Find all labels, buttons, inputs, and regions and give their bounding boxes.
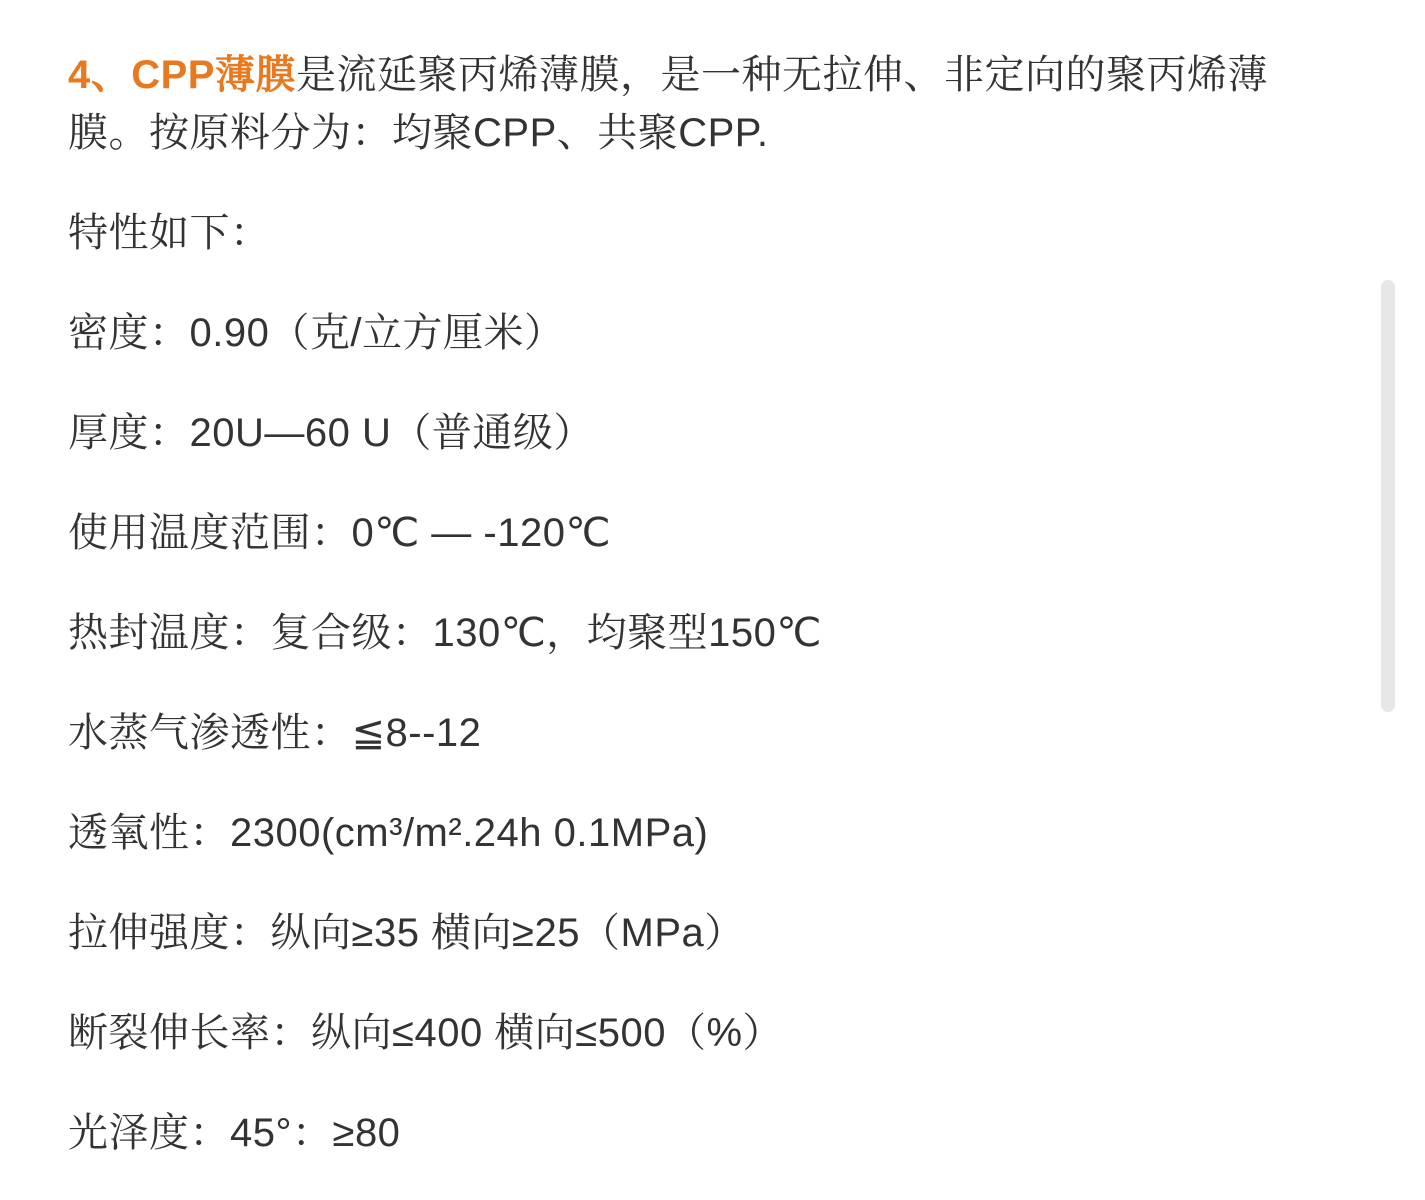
gloss-line: 光泽度：45°：≥80 xyxy=(68,1111,401,1155)
water-vapor-permeability-line: 水蒸气渗透性：≦8--12 xyxy=(68,711,482,755)
thickness-line: 厚度：20U—60 U（普通级） xyxy=(68,411,594,455)
heat-seal-temperature-line: 热封温度：复合级：130℃，均聚型150℃ xyxy=(68,611,822,655)
intro-text: 是流延聚丙烯薄膜，是一种无拉伸、非定向的聚丙烯薄膜。按原料分为：均聚CPP、共聚CPP. xyxy=(68,53,1268,155)
oxygen-permeability-line: 透氧性：2300(cm³/m².24h 0.1MPa) xyxy=(68,811,709,855)
elongation-at-break-line: 断裂伸长率：纵向≤400 横向≤500（%） xyxy=(68,1011,784,1055)
scrollbar-thumb[interactable] xyxy=(1381,280,1395,712)
tensile-strength-line: 拉伸强度：纵向≥35 横向≥25（MPa） xyxy=(68,911,745,955)
density-line: 密度：0.90（克/立方厘米） xyxy=(68,311,565,355)
section-heading: 4、CPP薄膜 xyxy=(68,53,296,97)
features-header-line: 特性如下： xyxy=(68,211,271,255)
intro-paragraph xyxy=(68,46,1325,162)
temperature-range-line: 使用温度范围：0℃ — -120℃ xyxy=(68,511,611,555)
